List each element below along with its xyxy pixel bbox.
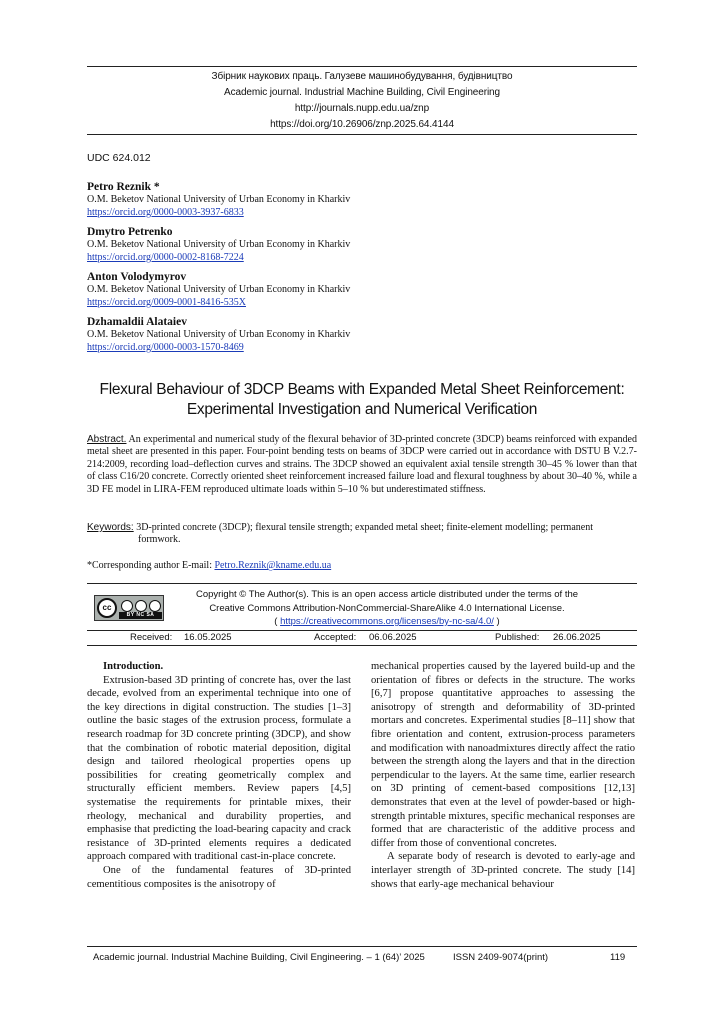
article-dates [87, 631, 637, 645]
accepted-label: Accepted: [314, 632, 357, 643]
journal-url-link[interactable]: http://journals.nupp.edu.ua/znp [294, 103, 430, 114]
cc-logo-label: BY NC SA [119, 612, 162, 619]
keywords-text-continued: formwork. [138, 534, 181, 546]
body-paragraph: One of the fundamental features of 3D-printed cementitious composites is the anisotropy of [87, 864, 351, 890]
body-paragraph: Extrusion-based 3D printing of concrete has, over the last decade, evolved from an experimental technique into one of the key directions in digital construction. The studies [1–3] outline the basic stages of the extrusion process, formulate a research roadmap for 3D concrete printing (3DCP), and show that the combination of robotic material deposition, digital design and tailored rheological properties opens up possibilities for creating geometrically complex and structurally efficient members. Review papers [4,5] systematise the requirements for printable mixes, their rheology, mechanical and durability properties, and emphasise that predicting the load-bearing capacity and crack resistance of 3D-printed elements requires a dedicated approach compared with traditional cast-in-place concrete. [87, 674, 351, 863]
journal-header [87, 69, 637, 133]
footer-rule [87, 946, 637, 947]
footer-journal: Academic journal. Industrial Machine Building, Civil Engineering. – 1 (64)’ 2025 [93, 952, 425, 963]
body-column-left [87, 660, 351, 891]
license-paren-close: ) [493, 616, 500, 627]
journal-name-ukrainian: Збірник наукових праць. Галузеве машинобудування, будівництво [211, 71, 513, 82]
license-line-1: Copyright © The Author(s). This is an open access article distributed under the terms of the [195, 589, 579, 600]
published-date: 26.06.2025 [553, 632, 601, 643]
orcid-link[interactable]: https://orcid.org/0009-0001-8416-535X [87, 296, 246, 308]
corresponding-author [87, 560, 331, 571]
author-block [87, 180, 637, 219]
orcid-link[interactable]: https://orcid.org/0000-0003-3937-6833 [87, 206, 244, 218]
author-name: Anton Volodymyrov [87, 271, 187, 283]
accepted-date: 06.06.2025 [369, 632, 417, 643]
article-title-line-2: Experimental Investigation and Numerical Verification [186, 401, 538, 418]
author-name: Dzhamaldii Alataiev [87, 316, 187, 328]
published-label: Published: [495, 632, 540, 643]
doi-link[interactable]: https://doi.org/10.26906/znp.2025.64.4144 [270, 119, 454, 130]
orcid-link[interactable]: https://orcid.org/0000-0002-8168-7224 [87, 251, 244, 263]
header-bottom-rule [87, 134, 637, 135]
author-name: Petro Reznik * [87, 181, 160, 193]
corresponding-author-label: *Corresponding author E-mail: [87, 560, 215, 571]
author-affiliation: O.M. Beketov National University of Urban Economy in Kharkiv [87, 239, 351, 250]
author-block [87, 270, 637, 309]
author-name: Dmytro Petrenko [87, 226, 173, 238]
abstract-label: Abstract. [87, 434, 127, 445]
author-block [87, 225, 637, 264]
author-list [87, 180, 637, 360]
body-paragraph: mechanical properties caused by the layered build-up and the orientation of fibres or defects in the structure. The works [6,7] propose quantitative approaches to assessing the anisotropy of strength and deformability of 3D-printed mortars and concretes. Experimental studies [8–11] show that fibre orientation and content, extrusion-process parameters and modification with nanoadmixtures directly affect the ratio between the strength along the layers and that in the direction perpendicular to the layers. At the same time, earlier research on 3D printing of cement-based compositions [12,13] demonstrates that even at the level of powder-based or high-strength printable mixtures, specific mechanical responses are formed that are characteristic of the additive process and differ from those of conventional concretes. [371, 661, 635, 849]
abstract [87, 434, 637, 496]
article-title [87, 380, 637, 420]
corresponding-email-link[interactable]: Petro.Reznik@kname.edu.ua [214, 560, 332, 571]
dates-bottom-rule [87, 645, 637, 646]
keywords [87, 522, 637, 547]
license-text [87, 588, 637, 629]
header-top-rule [87, 66, 637, 67]
license-top-rule [87, 583, 637, 584]
license-paren-open: ( [274, 616, 281, 627]
keywords-text: 3D-printed concrete (3DCP); flexural tensile strength; expanded metal sheet; finite-element modelling; permanent [133, 522, 593, 533]
keywords-label: Keywords: [87, 522, 134, 533]
abstract-text: An experimental and numerical study of the flexural behavior of 3D-printed concrete (3DCP) beams reinforced with expanded metal sheet are presented in this paper. Four-point bending tests on beams of 3DCP were carried out in accordance with DSTU B V.2.7-214:2009, recording load–deflection curves and strains. The 3DCP showed an equivalent axial tensile strength 30–45 % lower than that of class C16/20 concrete. Correctly oriented sheet reinforcement increased failure load and flexural toughness by about 30–40 %, while a 3D FE model in LIRA-FEM reproduced ultimate loads within 5–10 % but underestimated stiffness. [87, 434, 637, 495]
author-affiliation: O.M. Beketov National University of Urban Economy in Kharkiv [87, 194, 351, 205]
author-affiliation: O.M. Beketov National University of Urban Economy in Kharkiv [87, 329, 351, 340]
cc-icon: cc [97, 598, 117, 618]
body-column-right [371, 660, 635, 891]
author-affiliation: O.M. Beketov National University of Urban Economy in Kharkiv [87, 284, 351, 295]
author-block [87, 315, 637, 354]
footer-issn: ISSN 2409-9074(print) [453, 952, 549, 963]
license-line-2: Creative Commons Attribution-NonCommercial-ShareAlike 4.0 International License. [209, 602, 565, 614]
orcid-link[interactable]: https://orcid.org/0000-0003-1570-8469 [87, 341, 244, 353]
udc-code: UDC 624.012 [87, 152, 151, 164]
page-number: 119 [610, 952, 626, 963]
article-title-line-1: Flexural Behaviour of 3DCP Beams with Expanded Metal Sheet Reinforcement: [99, 381, 625, 398]
license-url-link[interactable]: https://creativecommons.org/licenses/by-nc-sa/4.0/ [280, 616, 494, 627]
received-label: Received: [130, 632, 173, 643]
received-date: 16.05.2025 [184, 632, 232, 643]
journal-name-english: Academic journal. Industrial Machine Building, Civil Engineering [224, 87, 500, 98]
section-heading-introduction: Introduction. [103, 661, 164, 672]
body-paragraph: A separate body of research is devoted to early-age and interlayer strength of 3D-printed concrete. The study [14] shows that early-age mechanical behaviour [371, 851, 635, 890]
